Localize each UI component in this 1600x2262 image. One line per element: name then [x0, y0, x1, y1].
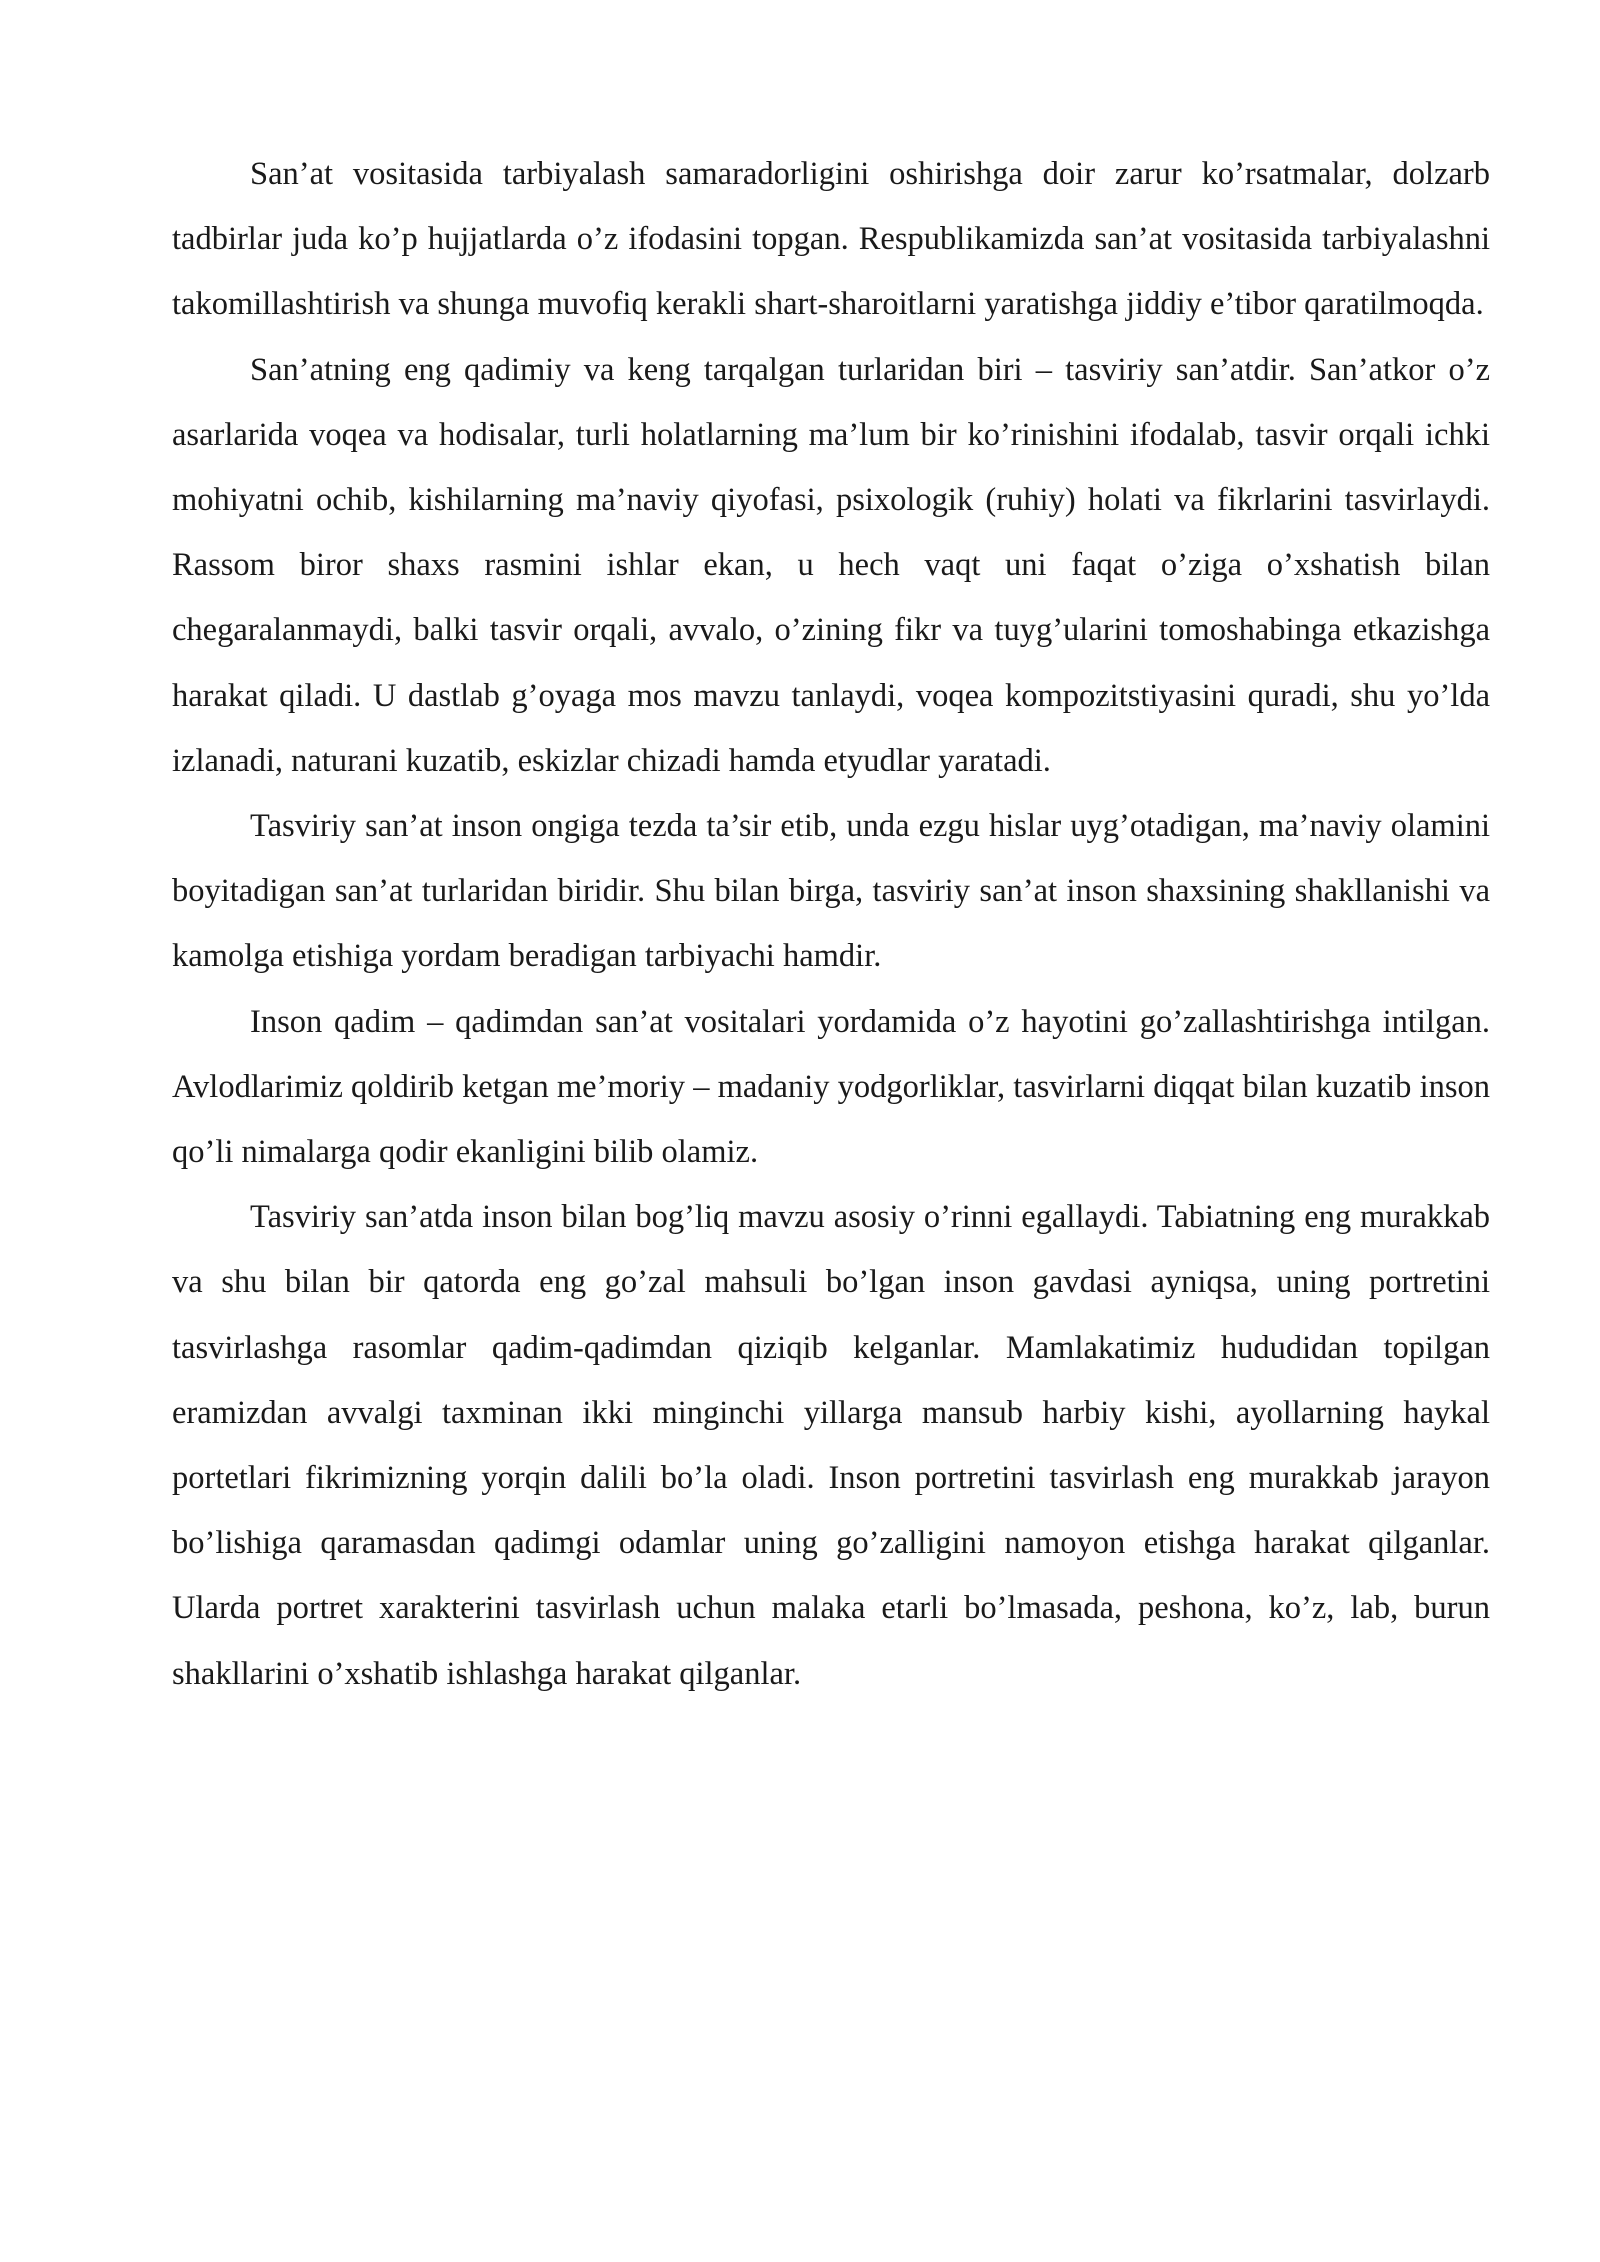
- paragraph-3: Tasviriy san’at inson ongiga tezda ta’sir etib, unda ezgu hislar uyg’otadigan, ma’naviy olamini boyitadigan san’at turlaridan biridir. Shu bilan birga, tasviriy san’at inson shaxsining shakllanishi va kamolga etishiga yordam beradigan tarbiyachi hamdir.: [172, 808, 1490, 975]
- paragraph-4: Inson qadim – qadimdan san’at vositalari yordamida o’z hayotini go’zallashtirishga intilgan. Avlodlarimiz qoldirib ketgan me’moriy – madaniy yodgorliklar, tasvirlarni diqqat bilan kuzatib inson qo’li nimalarga qodir ekanligini bilib olamiz.: [172, 1003, 1490, 1171]
- paragraph-1: San’at vositasida tarbiyalash samaradorligini oshirishga doir zarur ko’rsatmalar, dolzarb tadbirlar juda ko’p hujjatlarda o’z ifodasini topgan. Respublikamizda san’at vositasida tarbiyalashni takomillashtirish va shunga muvofiq kerakli shart-sharoitlarni yaratishga jiddiy e’tibor qaratilmoqda.: [172, 156, 1490, 323]
- document-body: [172, 142, 1490, 1707]
- paragraph-5: Tasviriy san’atda inson bilan bog’liq mavzu asosiy o’rinni egallaydi. Tabiatning eng murakkab va shu bilan bir qatorda eng go’zal mahsuli bo’lgan inson gavdasi ayniqsa, uning portretini tasvirlashga rasomlar qadim-qadimdan qiziqib kelganlar. Mamlakatimiz hududidan topilgan eramizdan avvalgi taxminan ikki minginchi yillarga mansub harbiy kishi, ayollarning haykal portetlari fikrimizning yorqin dalili bo’la oladi. Inson portretini tasvirlash eng murakkab jarayon bo’lishiga qaramasdan qadimgi odamlar uning go’zalligini namoyon etishga harakat qilganlar. Ularda portret xarakterini tasvirlash uchun malaka etarli bo’lmasada, peshona, ko’z, lab, burun shakllarini o’xshatib ishlashga harakat qilganlar.: [172, 1199, 1490, 1692]
- paragraph-2: San’atning eng qadimiy va keng tarqalgan turlaridan biri – tasviriy san’atdir. San’atkor o’z asarlarida voqea va hodisalar, turli holatlarning ma’lum bir ko’rinishini ifodalab, tasvir orqali ichki mohiyatni ochib, kishilarning ma’naviy qiyofasi, psixologik (ruhiy) holati va fikrlarini tasvirlaydi. Rassom biror shaxs rasmini ishlar ekan, u hech vaqt uni faqat o’ziga o’xshatish bilan chegaralanmaydi, balki tasvir orqali, avvalo, o’zining fikr va tuyg’ularini tomoshabinga etkazishga harakat qiladi. U dastlab g’oyaga mos mavzu tanlaydi, voqea kompozitstiyasini quradi, shu yo’lda izlanadi, naturani kuzatib, eskizlar chizadi hamda etyudlar yaratadi.: [172, 351, 1490, 779]
